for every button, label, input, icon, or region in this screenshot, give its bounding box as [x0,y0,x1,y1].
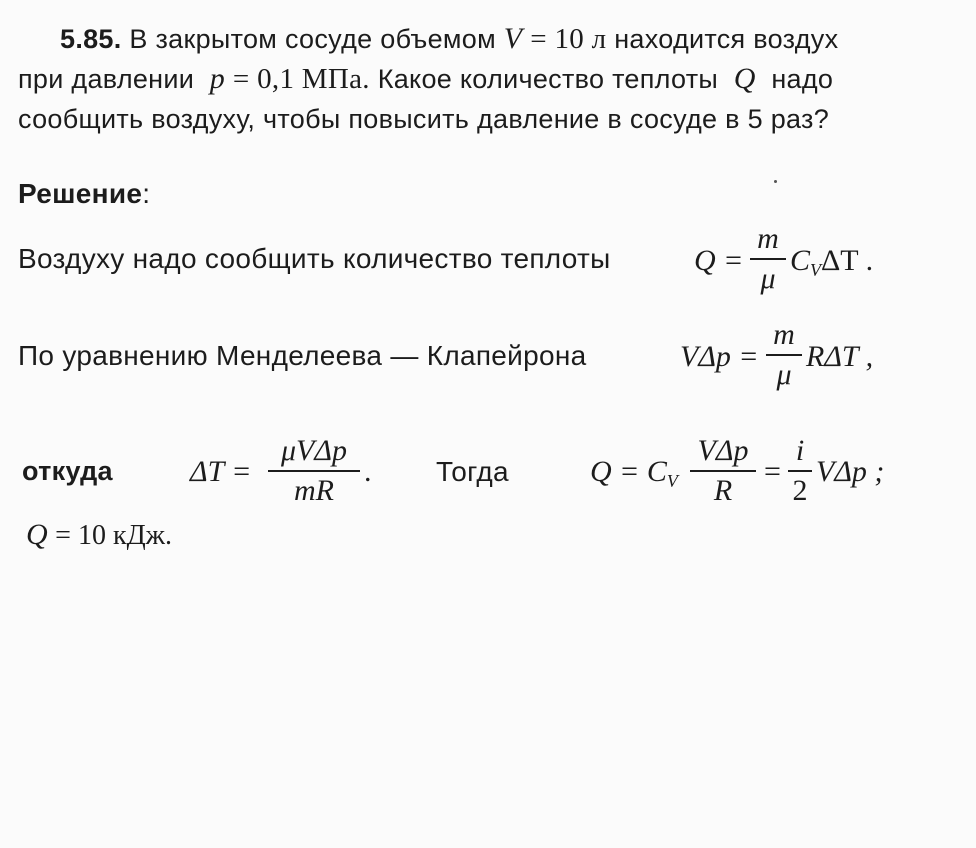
problem-text: В закрытом сосуде объемом [129,24,496,54]
volume-value: = 10 л [530,23,607,55]
fraction-denominator: mR [294,474,334,507]
q-equals-c: Q = C [590,455,667,488]
solution-heading [18,178,150,210]
formula-delta-t-fraction [268,434,360,508]
fraction-bar [690,470,756,472]
fraction-denominator: μ [776,358,792,391]
formula-clapeyron-fraction [766,318,802,392]
heat-variable: Q [733,62,756,95]
problem-line-3 [18,104,829,135]
formula-q-fraction-2 [788,434,812,508]
solution-text-3 [22,456,113,487]
solution-heading-text: Решение [18,178,143,209]
fraction-bar [788,470,812,472]
scan-speck [774,180,777,183]
formula-q-tail: VΔp ; [816,455,885,488]
delta-t-symbol: ΔT . [821,244,874,277]
problem-number: 5.85. [60,24,122,54]
solution-word-togda: Тогда [436,456,509,487]
fraction-denominator: R [713,474,733,507]
formula-q-equals: = [764,455,781,488]
problem-text: Какое количество теплоты [377,64,719,94]
fraction-bar [750,258,786,260]
solution-sentence: Воздуху надо сообщить количество теплоты [18,243,611,274]
fraction-numerator: μVΔp [281,434,347,467]
fraction-numerator: m [757,222,779,255]
heat-capacity-symbol: C [790,244,811,277]
fraction-bar [766,354,802,356]
fraction-denominator: μ [760,262,776,295]
answer-value: = 10 кДж. [55,520,173,551]
formula-delta-t-left: ΔT = [190,455,252,488]
answer-variable: Q [26,518,48,551]
solution-heading-colon: : [142,178,151,209]
answer [26,518,172,552]
solution-text-4 [436,456,509,488]
solution-word-otkuda: откуда [22,456,113,486]
problem-text: при давлении [18,64,195,94]
fraction-bar [268,470,360,472]
solution-sentence: По уравнению Менделеева — Клапейрона [18,340,587,371]
problem-line-2 [18,62,833,96]
fraction-numerator: i [795,434,805,467]
problem-text: надо [771,64,834,94]
pressure-variable: p [209,62,226,95]
formula-clapeyron-right: RΔT , [806,340,874,373]
solution-text-1 [18,243,611,275]
problem-line-1 [60,22,838,56]
volume-variable: V [503,22,523,55]
fraction-denominator: 2 [792,474,808,507]
heat-capacity-subscript: V [810,260,822,280]
solution-text-2 [18,340,587,372]
formula-heat-left: Q = [694,244,744,277]
problem-text: находится воздух [614,24,839,54]
fraction-numerator: m [773,318,795,351]
formula-clapeyron-left: VΔp = [680,340,759,373]
fraction-numerator: VΔp [697,434,749,467]
problem-text: сообщить воздуху, чтобы повысить давление в сосуде в 5 раз? [18,104,830,134]
formula-delta-t-period: . [364,455,372,488]
heat-capacity-subscript: V [666,471,678,491]
formula-q-left [590,455,678,489]
formula-heat-fraction [750,222,786,296]
formula-q-fraction-1 [690,434,756,508]
formula-heat-right [790,244,873,278]
pressure-value: = 0,1 МПа. [232,63,370,95]
